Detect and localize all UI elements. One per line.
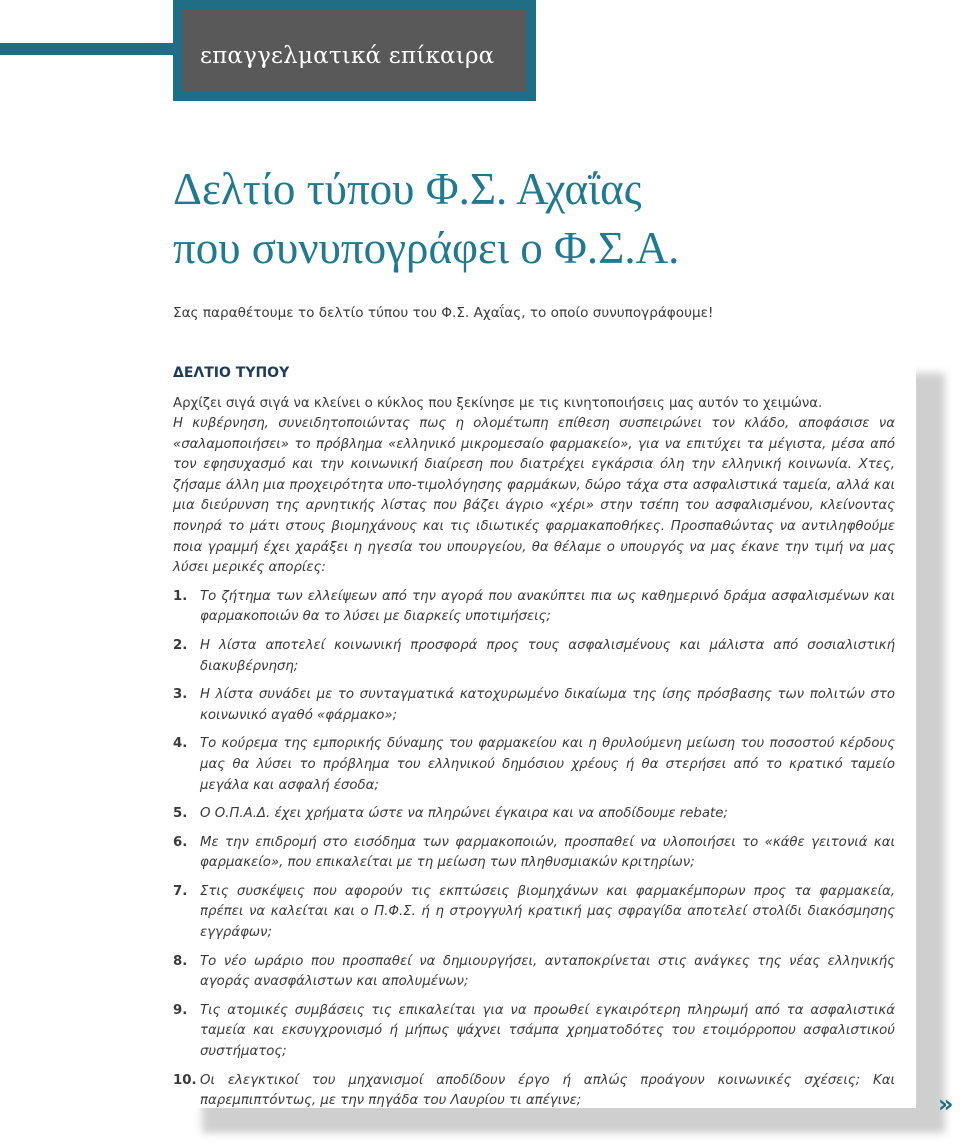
question-text: Το ζήτημα των ελλείψεων από την αγορά που ανακύπτει πια ως καθημερινό δράμα ασφαλισμένων και φαρμακοποιών θα το λύσει με διαρκείς υποτιμήσεις;	[200, 588, 895, 625]
question-text: Το νέο ωράριο που προσπαθεί να δημιουργήσει, ανταποκρίνεται στις ανάγκες της νέας ελληνικής αγοράς ανασφάλιστων και απολυμένων;	[200, 953, 895, 990]
question-item	[173, 685, 895, 726]
press-release-heading: ΔΕΛΤΙΟ ΤΥΠΟΥ	[173, 365, 290, 381]
question-number: 2.	[173, 637, 188, 653]
article-intro: Σας παραθέτουμε το δελτίο τύπου του Φ.Σ. Αχαΐας, το οποίο συνυπογράφουμε!	[173, 305, 714, 321]
article-title	[173, 160, 933, 278]
header-accent-bar	[0, 43, 175, 55]
question-item	[173, 636, 895, 677]
question-item	[173, 587, 895, 628]
question-item	[173, 1001, 895, 1063]
section-header	[173, 0, 536, 101]
question-item	[173, 833, 895, 874]
question-number: 10.	[173, 1072, 197, 1088]
question-number: 5.	[173, 806, 188, 822]
question-number: 6.	[173, 834, 188, 850]
continue-arrow-icon[interactable]: »	[938, 1090, 954, 1118]
question-number: 8.	[173, 953, 188, 969]
question-item	[173, 1071, 895, 1112]
question-number: 3.	[173, 687, 188, 703]
lead-paragraph-italic: Η κυβέρνηση, συνειδητοποιώντας πως η ολομέτωπη επίθεση συσπειρώνει τον κλάδο, αποφάσισε να «σαλαμοποιήσει» το πρόβλημα «ελληνικό μικρομεσαίο φαρμακείο», για να επιτύχει τα μέγιστα, μέσα από τον εφησυχασμό και την κοινωνική διαίρεση που διατρέχει εγκάρσια όλη την ελληνική κοινωνία. Χτες, ζήσαμε άλλη μια προχειρότητα υπο-τιμολόγησης φαρμάκων, δώρο τάχα στα ασφαλιστικά ταμεία, αλλά και μια διεύρυνση της αρνητικής λίστας που βάζει άγριο «χέρι» στην τσέπη του ασφαλισμένου, κλείνοντας πονηρά το μάτι στους βιομηχάνους και τις ιδιωτικές φαρμακαποθήκες. Προσπαθώντας να αντιληφθούμε ποια γραμμή έχει χαράξει η ηγεσία του υπουργείου, θα θέλαμε ο υπουργός να μας έκανε την τιμή να μας λύσει μερικές απορίες:	[173, 416, 895, 576]
question-number: 9.	[173, 1002, 188, 1018]
question-text: Η λίστα συνάδει με το συνταγματικά κατοχυρωμένο δικαίωμα της ίσης πρόσβασης των πολιτών στο κοινωνικό αγαθό «φάρμακο»;	[200, 687, 895, 723]
question-text: Το κούρεμα της εμπορικής δύναμης του φαρμακείου και η θρυλούμενη μείωση του ποσοστού κέρδους μας θα λύσει το πρόβλημα του ελληνικού δημόσιου χρέους ή θα στερήσει από το κρατικό ταμείο μεγάλα και ασφαλή έσοδα;	[200, 736, 895, 793]
question-text: Με την επιδρομή στο εισόδημα των φαρμακοποιών, προσπαθεί να υλοποιήσει το «κάθε γειτονιά και φαρμακείο», που επικαλείται με τη μείωση των πληθυσμιακών κριτηρίων;	[200, 834, 895, 871]
question-item	[173, 734, 895, 796]
question-list	[173, 587, 895, 1112]
press-release-content	[173, 365, 895, 1120]
section-label: επαγγελματικά επίκαιρα	[200, 43, 495, 69]
lead-paragraph: Αρχίζει σιγά σιγά να κλείνει ο κύκλος που ξεκίνησε με τις κινητοποιήσεις μας αυτόν το χειμώνα.	[173, 396, 823, 411]
question-text: Ο Ο.Π.Α.Δ. έχει χρήματα ώστε να πληρώνει έγκαιρα και να αποδίδουμε rebate;	[200, 806, 728, 822]
question-item	[173, 804, 895, 825]
question-number: 4.	[173, 736, 188, 752]
question-text: Στις συσκέψεις που αφορούν τις εκπτώσεις βιομηχάνων και φαρμακέμπορων προς τα φαρμακεία, πρέπει να καλείται και ο Π.Φ.Σ. ή η στρογγυλή κρατική μας σφραγίδα αποτελεί στολίδι διακόσμησης εγγράφων;	[200, 883, 895, 941]
question-number: 7.	[173, 883, 188, 899]
question-number: 1.	[173, 588, 188, 604]
question-item	[173, 952, 895, 993]
question-item	[173, 882, 895, 944]
question-text: Η λίστα αποτελεί κοινωνική προσφορά προς τους ασφαλισμένους και μάλιστα από σοσιαλιστική διακυβέρνηση;	[200, 637, 895, 674]
question-text: Οι ελεγκτικοί του μηχανισμοί αποδίδουν έργο ή απλώς προάγουν κοινωνικές σχέσεις; Και παρεμπιπτόντως, με την πηγάδα του Λαυρίου τι απέγινε;	[200, 1072, 895, 1109]
article-title-line-2: που συνυπογράφει ο Φ.Σ.Α.	[173, 223, 680, 273]
section-header-panel	[182, 9, 526, 92]
question-text: Τις ατομικές συμβάσεις τις επικαλείται για να προωθεί εγκαιρότερη πληρωμή από τα ασφαλιστικά ταμεία και εκσυγχρονισμό ή μήπως ψάχνει τσάμπα χρηματοδότες του ετοιμόρροπου ασφαλιστικού συστήματος;	[200, 1002, 895, 1060]
article-title-line-1: Δελτίο τύπου Φ.Σ. Αχαΐας	[173, 164, 642, 214]
